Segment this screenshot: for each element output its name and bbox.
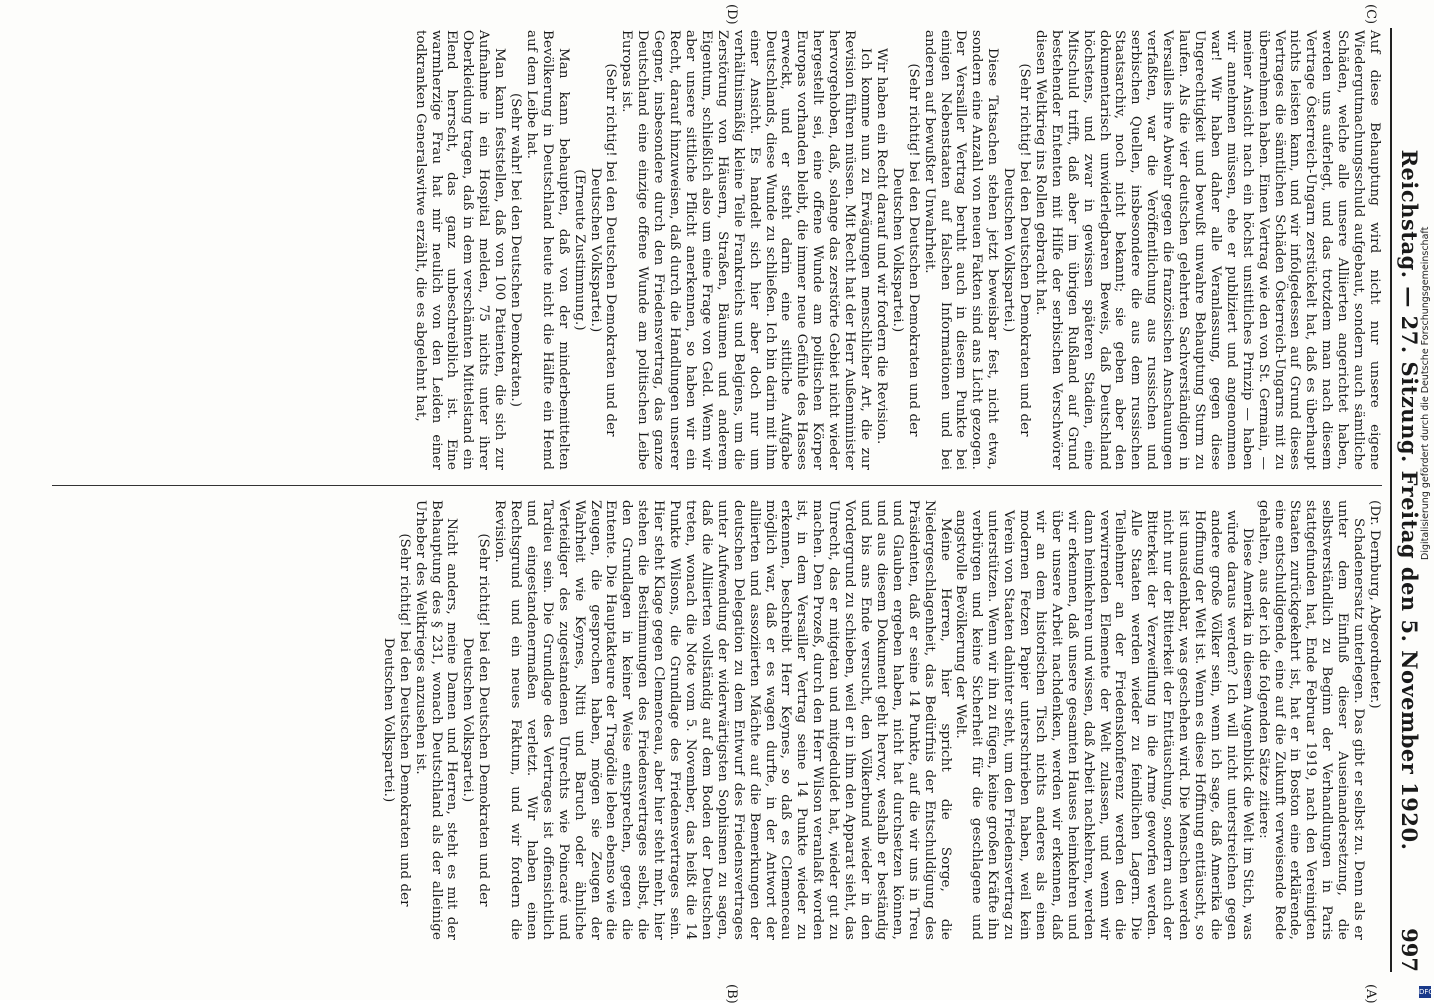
paragraph: Diese Tatsachen stehen jetzt beweisbar fest, nicht etwa, sondern eine Anzahl von neuen Fakten sind ans Licht gezogen. Der Versailler Vertrag beruht auch in diesem Punkte bei einigen Nebenstaaten auf falschen Informationen und bei anderen auf bewußter Unwahrheit. — [921, 30, 1001, 470]
reaction-line: (Sehr wahr! bei den Deutschen Demokraten.) — [508, 92, 524, 408]
paragraph: Nicht anders, meine Damen und Herren, steht es mit der Behauptung des § 231, wonach Deutschland als der alleinige Urheber des Weltkrieges anzusehen ist. — [412, 500, 460, 940]
paragraph: Auf diese Behauptung wird nicht nur unsere eigene Wiedergutmachungsschuld aufgebaut, sondern auch sämtliche Schäden, welche alle unsere Alliierten angerichtet haben, werden uns auferlegt, und das trotzdem man nach diesem Vertrage Österreich-Ungarn zerstückelt hat, daß es überhaupt nichts leisten kann, und wir infolgedessen auf Grund dieses Vertrages die sämtlichen Schäden Österreich-Ungarns mit zu übernehmen haben. Einen Vertrag wie den von St. Germain, — meiner Ansicht nach ein höchst unsittliches Prinzip — haben wir annehmen müssen, ehe er publiziert und angenommen war! Wir haben daher alle Veranlassung, gegen diese Ungerechtigkeit und bewußt unwahre Behauptung Sturm zu laufen. Als die vier deutschen gelehrten Sachverständigen in Versailles ihre Abwehr gegen die französischen Anschauungen verfaßten, war die Veröffentlichung aus russischen und serbischen Quellen, insbesondere die aus dem russischen Staatsarchiv, noch nicht bekannt; sie geben aber den dokumentarisch unwiderlegbaren Beweis, daß Deutschland höchstens, und zwar in gewissen späteren Stadien, eine Mitschuld trifft, daß aber im übrigen Rußland auf Grund bestehender Ententen mit Hilfe der serbischen Verschwörer diesen Weltkrieg ins Rollen gebracht hat. — [1032, 30, 1382, 470]
dfg-logo-icon: DFG — [1419, 988, 1434, 996]
reaction-line: (Sehr richtig! bei den Deutschen Demokraten und der Deutschen Volkspartei.) — [587, 63, 619, 437]
left-column — [380, 500, 1382, 940]
paragraph: Meine Herren, hier spricht die Sorge, die Niedergeschlagenheit, das Bedürfnis der Entschuldigung des Präsidenten, daß er seine 14 Punkte, auf die wir uns in Treu und Glauben ergeben haben, nicht hat durchsetzen können, und aus diesem Dokument geht hervor, weshalb er beständig und bis ans Ende versucht, den Völkerbund wieder in den Vordergrund zu schieben, weil er in ihm den Apparat sieht, das Unrecht, das er mitgetan und mitgeduldet hat, wieder gut zu machen. Den Prozeß, durch den Herr Wilson veranlaßt worden ist, in dem Versailler Vertrag seine 14 Punkte wieder zu erkennen, beschreibt Herr Keynes, so daß es Clemenceau möglich war, daß er es wagen durfte, in der Antwort der alliierten und assoziierten Mächte auf die Bemerkungen der deutschen Delegation zu dem Entwurf des Friedensvertrages unter Aufwendung der widerwärtigsten Sophismen zu sagen, daß die Alliierten vollständig auf dem Boden der Deutschen treten, wonach die Note vom 5. November, das heißt die 14 Punkte Wilsons, die Grundlage des Friedensvertrages sein. Hier steht Klage gegen Clemenceau, aber hier steht mehr, hier stehen die Bestimmungen des Friedensvertrages selbst, die den Grundlagen in keiner Weise entsprechen, gegen die Entente. Die Hauptakteure der Tragödie leben ebenso wie die Zeugen, die gesprochen haben, mögen sie Zeugen der Wahrheit wie Keynes, Nitti und Baruch oder ähnliche Verteidiger des zugestandenen Unrechts wie Poincaré und Tardieu sein. Die Grundlage des Vertrages ist offensichtlich und eingestandenermaßen verletzt. Wir haben einen Rechtsgrund und ein neues Faktum, und wir fordern die Revision. — [492, 500, 953, 940]
paragraph: Ich komme nun zu Erwägungen menschlicher Art, die zur Revision führen müssen. Mit Recht hat der Herr Außenminister hervorgehoben, daß, solange das zerstörte Gebiet nicht wieder hergestellt sei, eine offene Wunde am politischen Körper Europas vorhanden bleibt, die immer neue Gefühle des Hasses erweckt, und er steht darin eine sittliche Aufgabe Deutschlands, diese Wunde zu schließen. Ich bin darin mit ihm einer Ansicht. Es handelt sich hier aber doch nur um verhältnismäßig kleine Teile Frankreichs und Belgiens, um die Zerstörung von Häusern, Straßen, Bäumen und anderem Eigentum, schließlich also um eine Frage von Geld. Wenn wir aber unsere sittliche Pflicht anerkennen, so haben wir ein Recht, darauf hinzuweisen, daß durch die Handlungen unserer Gegner, insbesondere durch den Friedensvertrag, das ganze Deutschland eine einzige offene Wunde am politischen Leibe Europas ist. — [619, 30, 873, 470]
margin-marker-b: (B) — [724, 984, 739, 1004]
column-divider — [52, 485, 1382, 486]
speaker-line: (Dr. Dernburg, Abgeordneter.) — [1367, 500, 1382, 709]
quoted-paragraph: Diese Amerika in diesem Augenblick die Welt im Stich, was würde daraus werden? Ich will nicht unterstreichen gegen andere große Völker sein, wenn ich sage, daß Amerika die Hoffnung der Welt ist. Wenn es diese Hoffnung enttäuscht, so ist unausdenkbar, was geschehen wird. Die Menschen werden nicht nur der Bitterkeit der Enttäuschung, sondern auch der Bitterkeit der Verzweiflung in die Arme geworfen werden. Alle Staaten werden wieder zu feindlichen Lagern. Die Teilnehmer an der Friedenskonferenz werden den die verwirrenden Elemente der Welt zulassen, und wenn wir dann heimkehren und wissen, daß Arbeit nachkehren, werden wir erkennen, daß unsere gesamten Hauses heimkehren und über unsere Arbeit nachdenken, werden wir erkennen, daß wir an dem historischen Tisch nichts anderes als einen modernen Fetzen Papier unterschrieben haben, weil kein Verein von Staaten dahinter steht, um den Friedensvertrag zu unterstützen. Wenn wir ihn zu fügen, keine großen Kräfte ihn verbürgen und keine Sicherheit für die geschlagene und angstvolle Bevölkerung der Welt. — [953, 510, 1255, 940]
reaction-line: (Erneute Zustimmung.) — [571, 169, 587, 331]
right-column — [412, 30, 1382, 470]
digitization-credit: Digitalisierung gefördert durch die Deutsche Forschungsgemeinschaft — [1420, 226, 1431, 560]
paragraph: Wir haben ein Recht darauf und wir fordern die Revision. — [873, 48, 889, 445]
margin-marker-a: (A) — [1363, 984, 1378, 1004]
reaction-line: (Sehr richtig! bei den Deutschen Demokraten und der Deutschen Volkspartei.) — [1001, 63, 1033, 437]
paragraph: Schadenersatz unterlegen. Das gibt er selbst zu. Denn als er unter dem Einfluß dieser Auseinandersetzung, die selbstverständlich zu Beginn der Verhandlungen in Paris stattgefunden hat, Ende Februar 1919, nach den Vereinigten Staaten zurückgekehrt ist, hat er in Boston eine erklärende, eine entschuldigende, eine auf die Zukunft verweisende Rede gehalten, aus der ich die folgenden Sätze zitiere: — [1255, 500, 1367, 940]
reaction-line: (Sehr richtig! bei den Deutschen Demokraten und der Deutschen Volkspartei.) — [380, 533, 412, 907]
margin-marker-d: (D) — [724, 4, 739, 25]
page-title: Reichstag. — 27. Sitzung. Freitag den 5. November 1920. — [1397, 149, 1422, 851]
paragraph: Man kann behaupten, daß von der minderbemittelten Bevölkerung in Deutschland heute nicht die Hälfte ein Hemd auf dem Leibe hat. — [523, 30, 571, 470]
paragraph: Man kann feststellen, daß von 100 Patienten, die sich zur Aufnahme in ein Hospital melden, 75 nichts unter ihrer Oberkleidung tragen, daß in dem verschämten Mittelstand ein Elend herrscht, das ganz unbeschreiblich ist. Eine warmherzige Frau hat mir neulich von den Leiden einer todkranken Generalswitwe erzählt, die es abgelehnt hat, — [412, 30, 508, 470]
margin-marker-c: (C) — [1363, 4, 1378, 25]
reaction-line: (Sehr richtig! bei den Deutschen Demokraten und der Deutschen Volkspartei.) — [460, 533, 492, 907]
page-number: 997 — [1397, 928, 1422, 972]
reaction-line: (Sehr richtig! bei den Deutschen Demokraten und der Deutschen Volkspartei.) — [889, 63, 921, 437]
